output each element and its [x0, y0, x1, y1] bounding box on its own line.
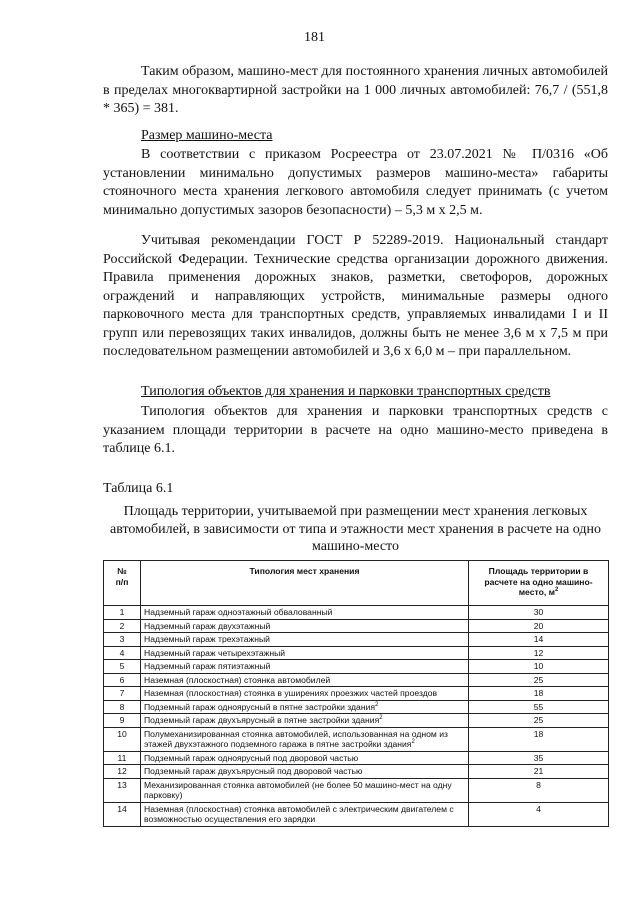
row-number: 11	[104, 751, 141, 765]
row-type	[141, 700, 469, 714]
row-type	[141, 673, 469, 687]
row-number: 13	[104, 778, 141, 802]
row-type-text: Механизированная стоянка автомобилей (не более 50 машино-мест на одну парковку)	[144, 779, 452, 800]
table-row	[104, 714, 609, 728]
paragraph-rosreestr-order: В соответствии с приказом Росреестра от 23.07.2021 № П/0316 «Об установлении минимально допустимых размеров машино-места» габариты стояночного места хранения легкового автомобиля следует принимать (с учетом минимально допустимых зазоров безопасности) – 5,3 м х 2,5 м.	[103, 147, 608, 218]
row-area: 18	[469, 727, 609, 751]
row-type-sup: 2	[375, 701, 379, 708]
heading-text: Типология объектов для хранения и парковки транспортных средств	[141, 384, 551, 399]
row-type-text: Подземный гараж одноярусный в пятне застройки здания	[144, 701, 376, 712]
header-area	[469, 561, 609, 606]
row-type-text: Надземный гараж одноэтажный обвалованный	[144, 607, 333, 617]
row-area: 4	[469, 802, 609, 826]
row-number: 10	[104, 727, 141, 751]
row-type	[141, 687, 469, 701]
row-type-text: Наземная (плоскостная) стоянка в уширениях проезжих частей проездов	[144, 688, 438, 698]
table-row	[104, 660, 609, 674]
header-number-line1: №	[117, 566, 127, 576]
table-label: Таблица 6.1	[103, 481, 174, 496]
table-row	[104, 619, 609, 633]
row-area: 55	[469, 700, 609, 714]
row-number: 3	[104, 633, 141, 647]
row-type	[141, 802, 469, 826]
row-number: 2	[104, 619, 141, 633]
row-area: 25	[469, 673, 609, 687]
table-row	[104, 802, 609, 826]
paragraph-typology: Типология объектов для хранения и парковки транспортных средств с указанием площади территории в расчете на одно машино-место приведена в таблице 6.1.	[103, 404, 608, 456]
table-caption: Площадь территории, учитываемой при размещении мест хранения легковых автомобилей, в зависимости от типа и этажности мест хранения в расчете на одно машино-место	[110, 504, 601, 554]
parking-typology-table	[103, 560, 609, 827]
row-type-text: Наземная (плоскостная) стоянка автомобилей	[144, 674, 331, 685]
row-number: 1	[104, 606, 141, 620]
row-type-text: Подземный гараж двухъярусный в пятне застройки здания	[144, 715, 380, 725]
row-number: 6	[104, 673, 141, 687]
table-body	[104, 606, 609, 827]
row-number: 8	[104, 700, 141, 714]
row-type	[141, 646, 469, 660]
section-heading-parking-size	[103, 127, 608, 146]
table-row	[104, 646, 609, 660]
row-area: 18	[469, 687, 609, 701]
row-type	[141, 778, 469, 802]
table-row	[104, 765, 609, 779]
row-area: 8	[469, 778, 609, 802]
row-area: 10	[469, 660, 609, 674]
table-row	[104, 633, 609, 647]
table-row	[104, 751, 609, 765]
row-area: 35	[469, 751, 609, 765]
page-number: 181	[304, 30, 325, 45]
row-type	[141, 727, 469, 751]
row-area: 25	[469, 714, 609, 728]
row-type	[141, 751, 469, 765]
row-type-text: Надземный гараж двухэтажный	[144, 620, 271, 631]
header-area-text: Площадь территории в расчете на одно машино-место, м	[484, 566, 593, 597]
row-type	[141, 660, 469, 674]
row-type	[141, 619, 469, 633]
row-number: 9	[104, 714, 141, 728]
row-type-text: Надземный гараж четырехэтажный	[144, 647, 286, 658]
section-heading-typology	[103, 383, 608, 402]
row-number: 12	[104, 765, 141, 779]
row-number: 7	[104, 687, 141, 701]
row-type	[141, 633, 469, 647]
row-number: 5	[104, 660, 141, 674]
header-number-line2: п/п	[115, 576, 129, 587]
table-row	[104, 778, 609, 802]
header-number	[104, 561, 141, 606]
table-header-row	[104, 561, 609, 606]
table-row	[104, 700, 609, 714]
row-type-sup: 2	[411, 739, 415, 746]
row-type-text: Надземный гараж трехэтажный	[144, 634, 270, 644]
row-type	[141, 765, 469, 779]
row-type-sup: 2	[379, 715, 383, 722]
table-row	[104, 673, 609, 687]
header-area-sup: 2	[554, 587, 559, 594]
heading-text: Размер машино-места	[141, 128, 273, 143]
row-number: 14	[104, 802, 141, 826]
row-area: 14	[469, 633, 609, 647]
row-area: 12	[469, 646, 609, 660]
row-type-text: Наземная (плоскостная) стоянка автомобилей с электрическим двигателем с возможностью осуществления его зарядки	[144, 803, 454, 824]
table-row	[104, 687, 609, 701]
row-type-text: Надземный гараж пятиэтажный	[144, 661, 271, 671]
paragraph-parking-calculation: Таким образом, машино-мест для постоянного хранения личных автомобилей в пределах многоквартирной застройки на 1 000 личных автомобилей: 76,7 / (551,8 * 365) = 381.	[103, 64, 608, 116]
row-type-text: Полумеханизированная стоянка автомобилей, использованная на одном из этажей двухэтажного подземного гаража в пятне застройки здания	[144, 728, 448, 749]
row-area: 30	[469, 606, 609, 620]
table-row	[104, 727, 609, 751]
row-area: 21	[469, 765, 609, 779]
row-number: 4	[104, 646, 141, 660]
row-type	[141, 714, 469, 728]
row-area: 20	[469, 619, 609, 633]
row-type-text: Подземный гараж одноярусный под дворовой частью	[144, 752, 359, 763]
paragraph-gost-recommendations: Учитывая рекомендации ГОСТ Р 52289-2019. Национальный стандарт Российской Федерации. Технические средства организации дорожного движения. Правила применения дорожных знаков, разметки, светофоров, дорожных ограждений и направляющих устройств, минимальные размеры одного парковочного места для транспортных средств, управляемых инвалидами I и II групп или перевозящих таких инвалидов, должны быть не менее 3,6 м х 7,5 м при последовательном размещении автомобилей и 3,6 х 6,0 м – при параллельном.	[103, 233, 608, 359]
header-type: Типология мест хранения	[141, 561, 469, 606]
row-type-text: Подземный гараж двухъярусный под дворовой частью	[144, 766, 363, 776]
table-row	[104, 606, 609, 620]
row-type	[141, 606, 469, 620]
